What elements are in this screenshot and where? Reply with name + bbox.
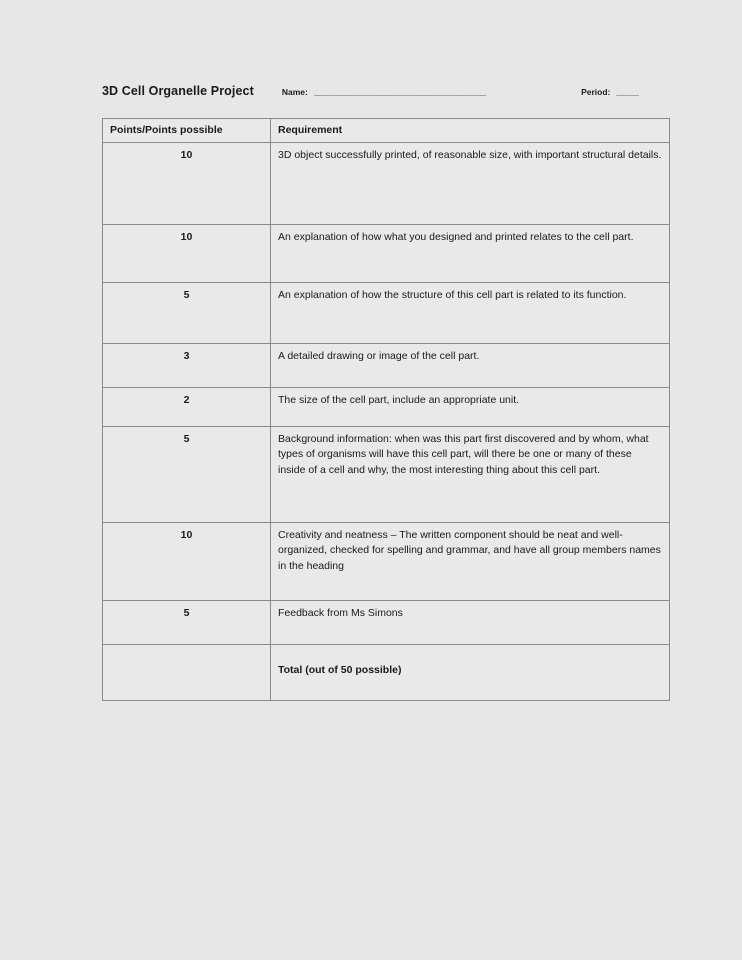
- requirement-cell: Creativity and neatness – The written component should be neat and well-organized, checked for spelling and grammar, and have all group members names in the heading: [271, 523, 670, 601]
- table-row-total: [103, 645, 670, 701]
- table-row: [103, 225, 670, 283]
- table-row: [103, 283, 670, 344]
- points-cell: 2: [103, 388, 271, 427]
- table-row: [103, 344, 670, 388]
- requirement-cell-total: Total (out of 50 possible): [271, 645, 670, 701]
- requirement-cell: An explanation of how what you designed and printed relates to the cell part.: [271, 225, 670, 283]
- period-input-rule[interactable]: _____: [616, 87, 639, 97]
- requirement-cell: The size of the cell part, include an appropriate unit.: [271, 388, 670, 427]
- period-label: Period:: [581, 87, 611, 97]
- points-cell: 5: [103, 601, 271, 645]
- requirement-cell: An explanation of how the structure of this cell part is related to its function.: [271, 283, 670, 344]
- requirement-cell: A detailed drawing or image of the cell part.: [271, 344, 670, 388]
- table-row: [103, 523, 670, 601]
- points-cell: 5: [103, 283, 271, 344]
- requirement-cell: Feedback from Ms Simons: [271, 601, 670, 645]
- column-header-requirement: Requirement: [271, 119, 670, 143]
- document-header: [102, 84, 639, 98]
- student-info-line: [282, 87, 639, 97]
- points-cell-total: [103, 645, 271, 701]
- name-input-rule[interactable]: ______________________________________: [313, 87, 486, 97]
- name-label: Name:: [281, 87, 308, 97]
- table-row: [103, 388, 670, 427]
- table-header: [103, 119, 670, 143]
- table-header-row: [103, 119, 670, 143]
- table-row: [103, 427, 670, 523]
- table-body: [103, 143, 670, 701]
- table-row: [103, 143, 670, 225]
- requirement-cell: 3D object successfully printed, of reasonable size, with important structural details.: [271, 143, 670, 225]
- table-row: [103, 601, 670, 645]
- page-title: 3D Cell Organelle Project: [102, 84, 254, 98]
- points-cell: 10: [103, 225, 271, 283]
- points-cell: 3: [103, 344, 271, 388]
- points-cell: 5: [103, 427, 271, 523]
- column-header-points: Points/Points possible: [103, 119, 271, 143]
- points-cell: 10: [103, 143, 271, 225]
- points-cell: 10: [103, 523, 271, 601]
- rubric-table: [102, 118, 670, 701]
- requirement-cell: Background information: when was this part first discovered and by whom, what types of organisms will have this cell part, will there be one or many of these inside of a cell and why, the most interesting thing about this cell part.: [271, 427, 670, 523]
